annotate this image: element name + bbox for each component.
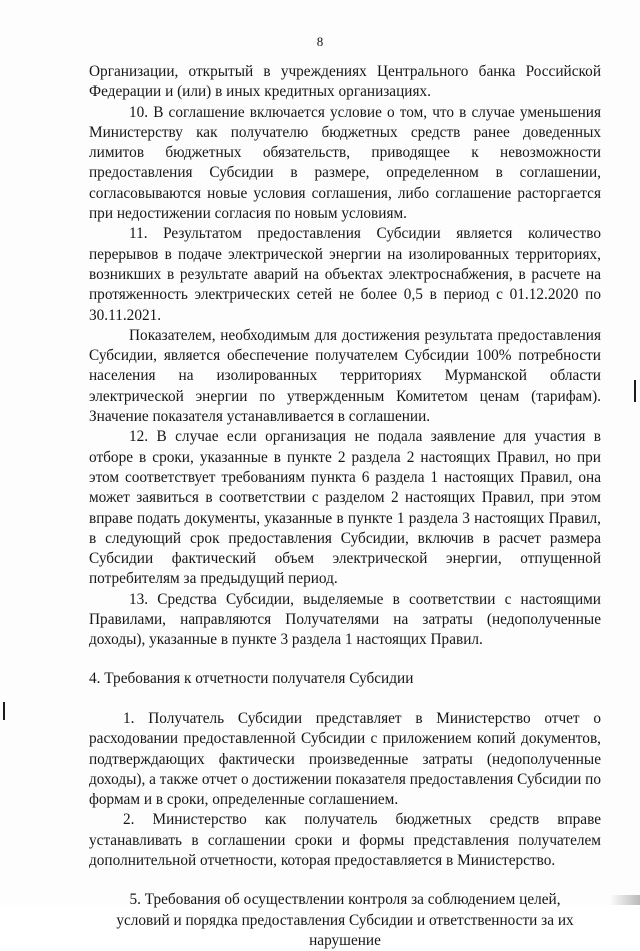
scan-corner-shadow bbox=[610, 895, 640, 905]
paragraph-10: 10. В соглашение включается условие о том, что в случае уменьшения Министерству как получателю бюджетных средств ранее доведенных лимитов бюджетных обязательств, приводящее к невозможности предоставления Субсидии в размере, определенном в соглашении, согласовываются новые условия соглашения, либо соглашение расторгается при недостижении согласия по новым условиям. bbox=[89, 103, 601, 223]
paragraph-11: 11. Результатом предоставления Субсидии является количество перерывов в подаче электрической энергии на изолированных территориях, возникших в результате аварий на объектах электроснабжения, в расчете на протяженность электрических сетей не более 0,5 в период с 01.12.2020 по 30.11.2021. bbox=[89, 225, 601, 324]
document-body bbox=[89, 62, 601, 951]
section-5-heading-line-1: 5. Требования об осуществлении контроля за соблюдением целей, bbox=[129, 891, 561, 909]
paragraph-12: 12. В случае если организация не подала заявление для участия в отборе в сроки, указанные в пункте 2 раздела 2 настоящих Правил, но при этом соответствует требованиям пункта 6 раздела 1 настоящих Правил, она может заявиться в соответствии с разделом 2 настоящих Правил, при этом вправе подать документы, указанные в пункте 1 раздела 3 настоящих Правил, в следующий срок предоставления Субсидии, включив в расчет размера Субсидии фактический объем электрической энергии, отпущенной потребителям за предыдущий период. bbox=[89, 428, 601, 588]
scan-mark-right bbox=[634, 380, 636, 402]
page-number: 8 bbox=[316, 34, 324, 49]
section-5-heading bbox=[89, 890, 601, 951]
section-5-heading-line-3: нарушение bbox=[309, 931, 381, 949]
section-4-heading: 4. Требования к отчетности получателя Субсидии bbox=[89, 669, 414, 687]
paragraph-continuation: Организации, открытый в учреждениях Центрального банка Российской Федерации и (или) в иных кредитных организациях. bbox=[89, 63, 601, 101]
paragraph-13: 13. Средства Субсидии, выделяемые в соответствии с настоящими Правилами, направляются Получателями на затраты (недополученные доходы), указанные в пункте 3 раздела 1 настоящих Правил. bbox=[89, 590, 601, 649]
scan-mark-left bbox=[3, 702, 5, 720]
section-4-item-2: 2. Министерство как получатель бюджетных средств вправе устанавливать в соглашении сроки и формы представления получателем дополнительной отчетности, которая предоставляется в Министерство. bbox=[89, 811, 601, 869]
section-4-item-1: 1. Получатель Субсидии представляет в Министерство отчет о расходовании предоставленной Субсидии с приложением копий документов, подтверждающих фактически произведенные затраты (недополученные доходы), а также отчет о достижении показателя предоставления Субсидии по формам и в сроки, определенные соглашением. bbox=[89, 709, 601, 809]
paragraph-11-indicator: Показателем, необходимым для достижения результата предоставления Субсидии, является обеспечение получателем Субсидии 100% потребности населения на изолированных территориях Мурманской области электрической энергии по утвержденным Комитетом ценам (тарифам). Значение показателя устанавливается в соглашении. bbox=[89, 326, 601, 426]
section-5-heading-line-2: условий и порядка предоставления Субсидии и ответственности за их bbox=[116, 911, 574, 929]
